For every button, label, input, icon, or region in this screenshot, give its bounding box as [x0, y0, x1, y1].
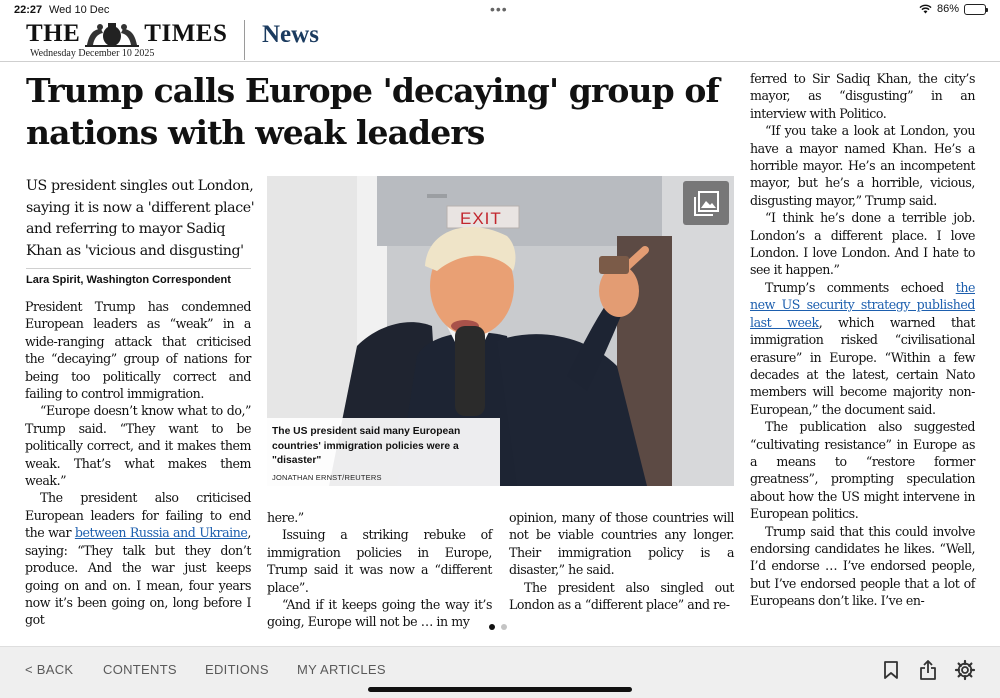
body-column-1 [25, 298, 251, 629]
exit-sign-text: EXIT [460, 209, 502, 228]
status-time: 22:27 [14, 4, 43, 16]
photo-credit: JONATHAN ERNST/REUTERS [272, 472, 382, 482]
body-column-4 [750, 70, 975, 610]
battery-percent: 86% [936, 3, 959, 15]
body-paragraph: The publication also suggested “cultivating resistance” in Europe as a means to “restore former greatness”, prompting speculation about how the US might intervene in European politics. [750, 419, 975, 522]
body-paragraph: “If you take a look at London, you have a mayor named Khan. He’s a horrible mayor. He’s an incompetent mayor, but he’s a horrible, vicious, disgusting mayor,” Trump said. [750, 123, 975, 208]
status-bar [0, 0, 1000, 20]
share-icon[interactable] [917, 659, 939, 681]
body-column-3 [509, 509, 734, 613]
battery-icon [964, 4, 986, 15]
body-paragraph: Issuing a striking rebuke of immigration policies in Europe, Trump said it was now a “different place”. [267, 527, 492, 595]
paragraph-text: , saying: “They talk but they don’t produce. And the war just keeps going on and on. I mean, four years now it’s been going on, long before I got [25, 525, 251, 628]
contents-button[interactable]: CONTENTS [103, 662, 177, 677]
body-paragraph: The president also singled out London as a “different place” and re- [509, 579, 734, 613]
body-paragraph: “I think he’s done a terrible job. London’s a different place. I love London. I love London. And I hate to see it happen.” [750, 210, 975, 278]
my-articles-button[interactable]: MY ARTICLES [297, 662, 386, 677]
body-paragraph: Trump said that this could involve endorsing candidates he likes. “Well, I’d endorse … I’ve endorsed people, but I’ve endorsed people that a lot of Europeans don’t like. I’ve en- [750, 523, 975, 609]
photo-caption [267, 418, 500, 486]
article-headline: Trump calls Europe 'decaying' group of nations with weak leaders [26, 71, 719, 152]
masthead-divider [244, 20, 245, 60]
body-paragraph: “Europe doesn’t know what to do,” Trump said. “They want to be politically correct, and it makes them weak. That’s what makes them weak.” [25, 403, 251, 489]
link-russia-ukraine[interactable]: between Russia and Ukraine [74, 525, 248, 541]
home-indicator[interactable] [368, 687, 632, 692]
body-paragraph [750, 279, 975, 418]
multitasking-dots-icon[interactable]: ••• [490, 1, 508, 17]
body-paragraph: “And if it keeps going the way it’s going, Europe will not be … in my [267, 597, 492, 630]
body-paragraph [25, 489, 251, 628]
gallery-button[interactable] [683, 181, 729, 225]
page-dot-active[interactable] [489, 624, 495, 630]
royal-crest-icon [83, 21, 141, 47]
article-standfirst: US president singles out London, saying it is now a 'different place' and referring to mayor Sadiq Khan as 'vicious and disgusting' [26, 178, 255, 259]
page-dot[interactable] [501, 624, 507, 630]
edition-date: Wednesday December 10 2025 [30, 48, 155, 59]
logo-word-the: THE [26, 20, 81, 47]
body-column-2 [267, 509, 492, 631]
logo-word-times: TIMES [144, 20, 228, 47]
body-paragraph: ferred to Sir Sadiq Khan, the city’s mayor, as “disgusting” in an interview with Politico. [750, 71, 975, 121]
article-byline: Lara Spirit, Washington Correspondent [26, 268, 251, 286]
body-paragraph: President Trump has condemned European leaders as “weak” in a wide-ranging attack that criticised the “decaying” group of nations for being too politically correct and failing to control immigration. [25, 299, 251, 402]
masthead [0, 18, 1000, 62]
caption-text: The US president said many European countries' immigration policies were a "disaster" [272, 426, 461, 466]
status-right [919, 3, 986, 15]
body-paragraph: opinion, many of those countries will not be viable countries any longer. Their immigration policy is a disaster,” he said. [509, 510, 734, 578]
paragraph-text: , which warned that immigration risked “civilisational erasure” in Europe. “Within a few decades at the latest, certain Nato members will become majority non-European,” the document said. [750, 314, 975, 417]
status-date: Wed 10 Dec [49, 4, 110, 16]
paragraph-text: Trump’s comments echoed [765, 279, 956, 295]
times-logo[interactable] [26, 20, 227, 48]
page-indicator[interactable] [489, 624, 507, 630]
paragraph-text: The president also criticised European leaders for failing to end the war [25, 490, 251, 541]
wifi-icon [919, 4, 932, 14]
editions-button[interactable]: EDITIONS [205, 662, 269, 677]
bookmark-icon[interactable] [880, 659, 902, 681]
body-paragraph: here.” [267, 510, 304, 525]
link-security-strategy[interactable]: the new US security strategy published last week [750, 279, 975, 330]
settings-gear-icon[interactable] [954, 659, 976, 681]
gallery-icon [691, 188, 721, 218]
back-button[interactable]: < BACK [25, 662, 74, 677]
section-title: News [262, 21, 319, 48]
